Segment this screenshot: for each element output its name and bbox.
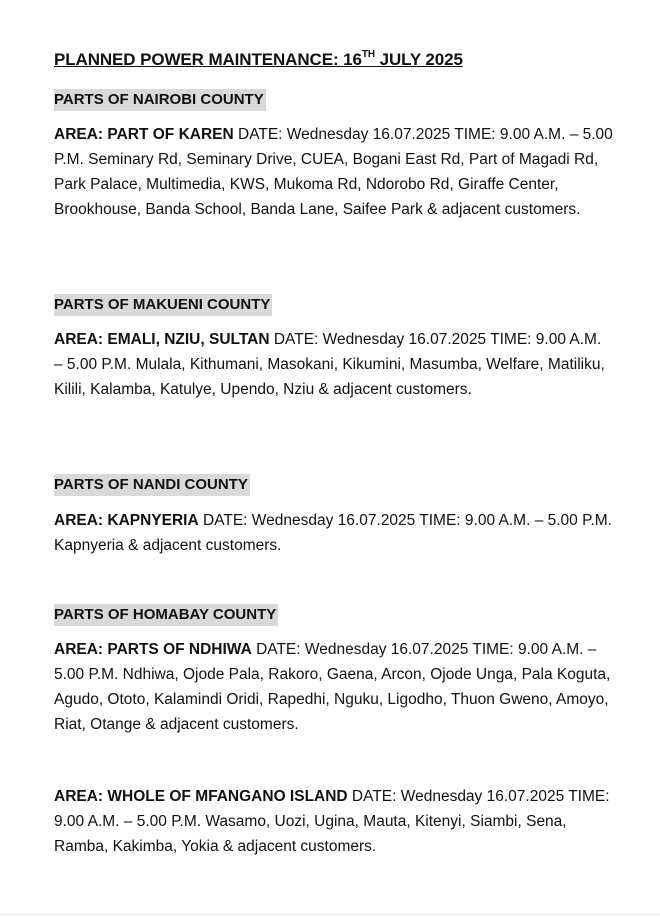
bottom-divider xyxy=(0,914,660,915)
area-entry-ndhiwa xyxy=(54,637,614,737)
area-label: AREA: KAPNYERIA xyxy=(54,512,199,529)
county-heading-homabay: PARTS OF HOMABAY COUNTY xyxy=(54,604,278,626)
county-heading-makueni: PARTS OF MAKUENI COUNTY xyxy=(54,294,272,316)
area-details: DATE: Wednesday 16.07.2025 TIME: 9.00 A.M. – 5.00 P.M. Kapnyeria & adjacent customers. xyxy=(54,512,612,554)
title-text: PLANNED POWER MAINTENANCE: 16 xyxy=(54,50,362,69)
area-entry-karen xyxy=(54,122,614,222)
area-label: AREA: PARTS OF NDHIWA xyxy=(54,641,252,658)
area-details: DATE: Wednesday 16.07.2025 TIME: 9.00 A.M. – 5.00 P.M. Mulala, Kithumani, Masokani, Kikumini, Masumba, Welfare, Matiliku, Kilili, Kalamba, Katulye, Upendo, Nziu & adjacent customers. xyxy=(54,331,605,398)
area-entry-emali xyxy=(54,327,614,402)
document-title xyxy=(54,50,463,70)
area-label: AREA: EMALI, NZIU, SULTAN xyxy=(54,331,270,348)
area-label: AREA: WHOLE OF MFANGANO ISLAND xyxy=(54,788,348,805)
area-details: DATE: Wednesday 16.07.2025 TIME: 9.00 A.M. – 5.00 P.M. Ndhiwa, Ojode Pala, Rakoro, Gaena, Arcon, Ojode Unga, Pala Koguta, Agudo, Ototo, Kalamindi Oridi, Rapedhi, Nguku, Ligodho, Thuon Gweno, Amoyo, Riat, Otange & adjacent customers. xyxy=(54,641,611,733)
county-heading-nairobi: PARTS OF NAIROBI COUNTY xyxy=(54,89,266,111)
area-details: DATE: Wednesday 16.07.2025 TIME: 9.00 A.M. – 5.00 P.M. Seminary Rd, Seminary Drive, CUEA, Bogani East Rd, Part of Magadi Rd, Park Palace, Multimedia, KWS, Mukoma Rd, Ndorobo Rd, Giraffe Center, Brookhouse, Banda School, Banda Lane, Saifee Park & adjacent customers. xyxy=(54,126,613,218)
area-label: AREA: PART OF KAREN xyxy=(54,126,234,143)
county-heading-nandi: PARTS OF NANDI COUNTY xyxy=(54,474,250,496)
title-rest: JULY 2025 xyxy=(374,50,463,69)
area-entry-kapnyeria xyxy=(54,508,614,558)
area-details: DATE: Wednesday 16.07.2025 TIME: 9.00 A.M. – 5.00 P.M. Wasamo, Uozi, Ugina, Mauta, Kitenyi, Siambi, Sena, Ramba, Kakimba, Yokia & adjacent customers. xyxy=(54,788,610,855)
area-entry-mfangano xyxy=(54,784,614,859)
title-superscript: TH xyxy=(361,49,375,61)
